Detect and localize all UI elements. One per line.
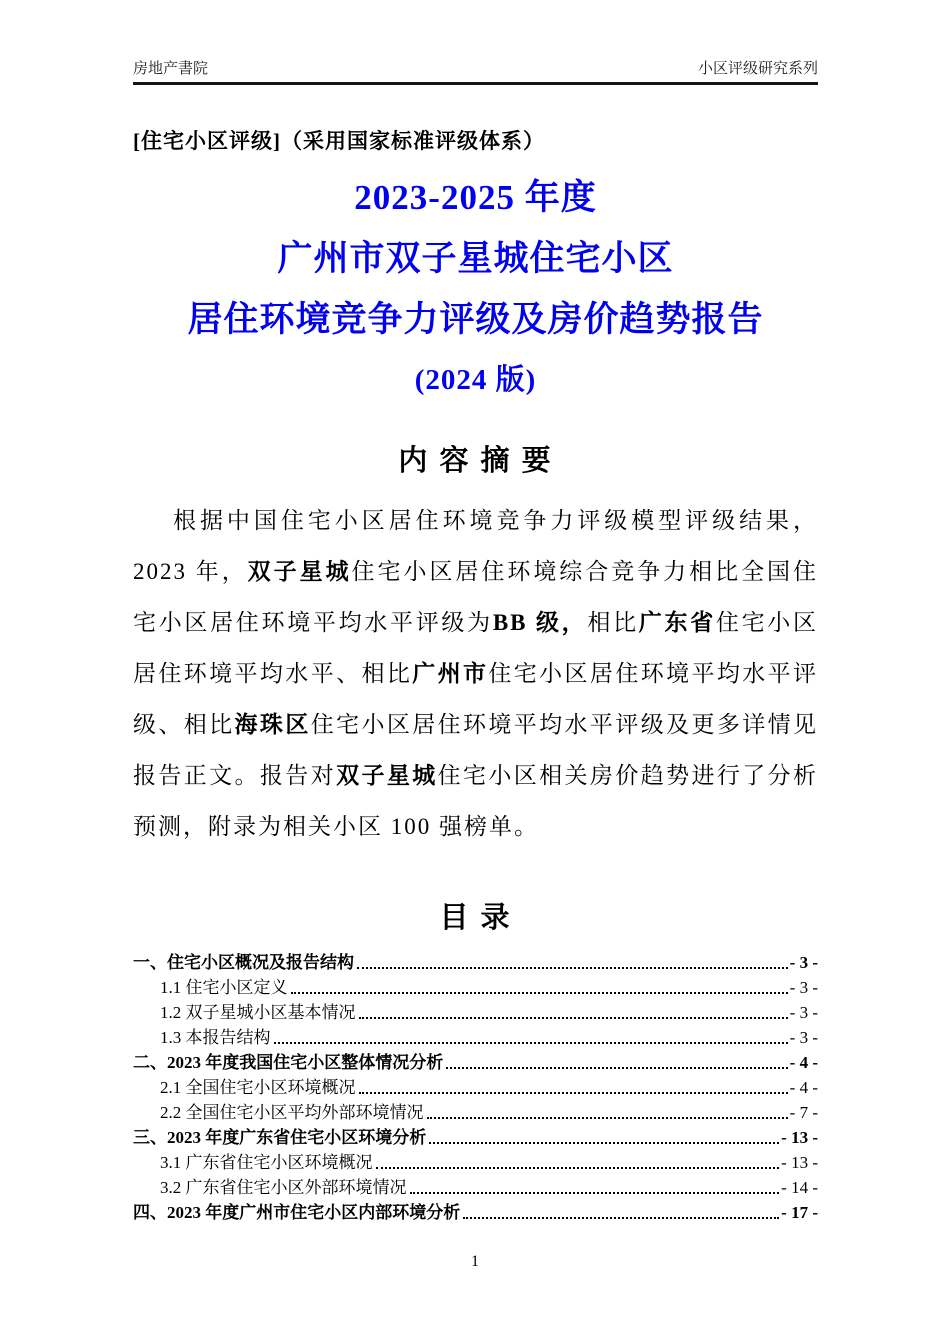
toc-entry-label: 2.1 全国住宅小区环境概况 xyxy=(160,1078,356,1097)
toc-dot-leader xyxy=(410,1192,780,1194)
toc-dot-leader xyxy=(274,1042,788,1044)
header-left-text: 房地产書院 xyxy=(133,60,209,77)
abstract-text-run: 相比 xyxy=(587,610,639,635)
toc-row xyxy=(133,973,818,998)
report-title-line-2: 广州市双子星城住宅小区 xyxy=(277,239,674,278)
toc-dot-leader xyxy=(291,992,788,994)
toc-page-number: - 3 - xyxy=(789,953,818,972)
abstract-text-run-bold: 双子星城 xyxy=(247,559,352,584)
toc-dot-leader xyxy=(429,1142,779,1144)
abstract-text-run-bold: 海珠区 xyxy=(234,712,311,737)
toc-entry-label: 四、2023 年度广州市住宅小区内部环境分析 xyxy=(133,1203,461,1222)
toc-page-number: - 13 - xyxy=(781,1128,818,1147)
toc-page-number: - 3 - xyxy=(789,1028,818,1047)
toc-page-number: - 17 - xyxy=(781,1203,818,1222)
toc-heading: 目 录 xyxy=(439,902,512,934)
toc-page-number: - 7 - xyxy=(789,1103,818,1122)
toc-entry-label: 三、2023 年度广东省住宅小区环境分析 xyxy=(133,1128,427,1147)
abstract-text-run: 住宅小区居住环境综合竞争力相比全国住宅小区居住环境平均水平评级为 xyxy=(133,559,818,635)
report-title-block xyxy=(133,167,818,411)
abstract-text-run: 住宅小区居住环境平均水平评级、相比 xyxy=(133,661,819,737)
abstract-text-run-bold: 广东省 xyxy=(638,610,716,635)
toc-entry-label: 3.1 广东省住宅小区环境概况 xyxy=(160,1153,373,1172)
toc-dot-leader xyxy=(427,1117,788,1119)
toc-entry-label: 2.2 全国住宅小区平均外部环境情况 xyxy=(160,1103,424,1122)
table-of-contents xyxy=(133,948,818,1223)
report-title-line-1: 2023-2025 年度 xyxy=(354,178,597,217)
toc-dot-leader xyxy=(446,1067,787,1069)
toc-entry-label: 1.3 本报告结构 xyxy=(160,1028,271,1047)
abstract-text-run: 住宅小区居住环境平均水平、相比 xyxy=(133,610,819,686)
toc-page-number: - 13 - xyxy=(781,1153,818,1172)
page-number-footer: 1 xyxy=(471,1253,479,1270)
abstract-text-run-bold: BB 级， xyxy=(492,610,588,635)
report-title-edition: (2024 版) xyxy=(414,364,537,396)
toc-entry-label: 二、2023 年度我国住宅小区整体情况分析 xyxy=(133,1053,444,1072)
toc-row xyxy=(133,1198,818,1223)
toc-row xyxy=(133,1173,818,1198)
header-right-text: 小区评级研究系列 xyxy=(697,60,818,77)
toc-page-number: - 4 - xyxy=(789,1053,818,1072)
toc-row xyxy=(133,948,818,973)
toc-row xyxy=(133,1148,818,1173)
toc-row xyxy=(133,1073,818,1098)
abstract-text-run: 住宅小区相关房价趋势进行了分析预测，附录为相关小区 100 强榜单。 xyxy=(133,763,819,839)
report-title-line-3: 居住环境竞争力评级及房价趋势报告 xyxy=(187,300,764,339)
toc-page-number: - 14 - xyxy=(781,1178,818,1197)
toc-row xyxy=(133,1123,818,1148)
toc-dot-leader xyxy=(359,1017,788,1019)
abstract-heading: 内 容 摘 要 xyxy=(398,445,553,477)
page-header xyxy=(133,0,818,85)
abstract-text-run-bold: 双子星城 xyxy=(336,763,438,788)
abstract-paragraph xyxy=(133,495,818,852)
toc-dot-leader xyxy=(463,1217,779,1219)
toc-row xyxy=(133,998,818,1023)
toc-page-number: - 4 - xyxy=(789,1078,818,1097)
toc-page-number: - 3 - xyxy=(789,1003,818,1022)
toc-row xyxy=(133,1098,818,1123)
toc-page-number: - 3 - xyxy=(789,978,818,997)
toc-entry-label: 一、住宅小区概况及报告结构 xyxy=(133,953,354,972)
toc-row xyxy=(133,1048,818,1073)
toc-dot-leader xyxy=(359,1092,788,1094)
toc-row xyxy=(133,1023,818,1048)
abstract-text-run: 根据中国住宅小区居住环境竞争力评级模型评级结果，2023 年， xyxy=(133,508,818,584)
toc-entry-label: 1.2 双子星城小区基本情况 xyxy=(160,1003,356,1022)
toc-dot-leader xyxy=(357,967,788,969)
toc-entry-label: 3.2 广东省住宅小区外部环境情况 xyxy=(160,1178,407,1197)
toc-entry-label: 1.1 住宅小区定义 xyxy=(160,978,288,997)
report-type-label: [住宅小区评级]（采用国家标准评级体系） xyxy=(133,129,545,153)
abstract-text-run-bold: 广州市 xyxy=(412,661,489,686)
abstract-text-run: 住宅小区居住环境平均水平评级及更多详情见报告正文。报告对 xyxy=(133,712,819,788)
toc-dot-leader xyxy=(376,1167,780,1169)
